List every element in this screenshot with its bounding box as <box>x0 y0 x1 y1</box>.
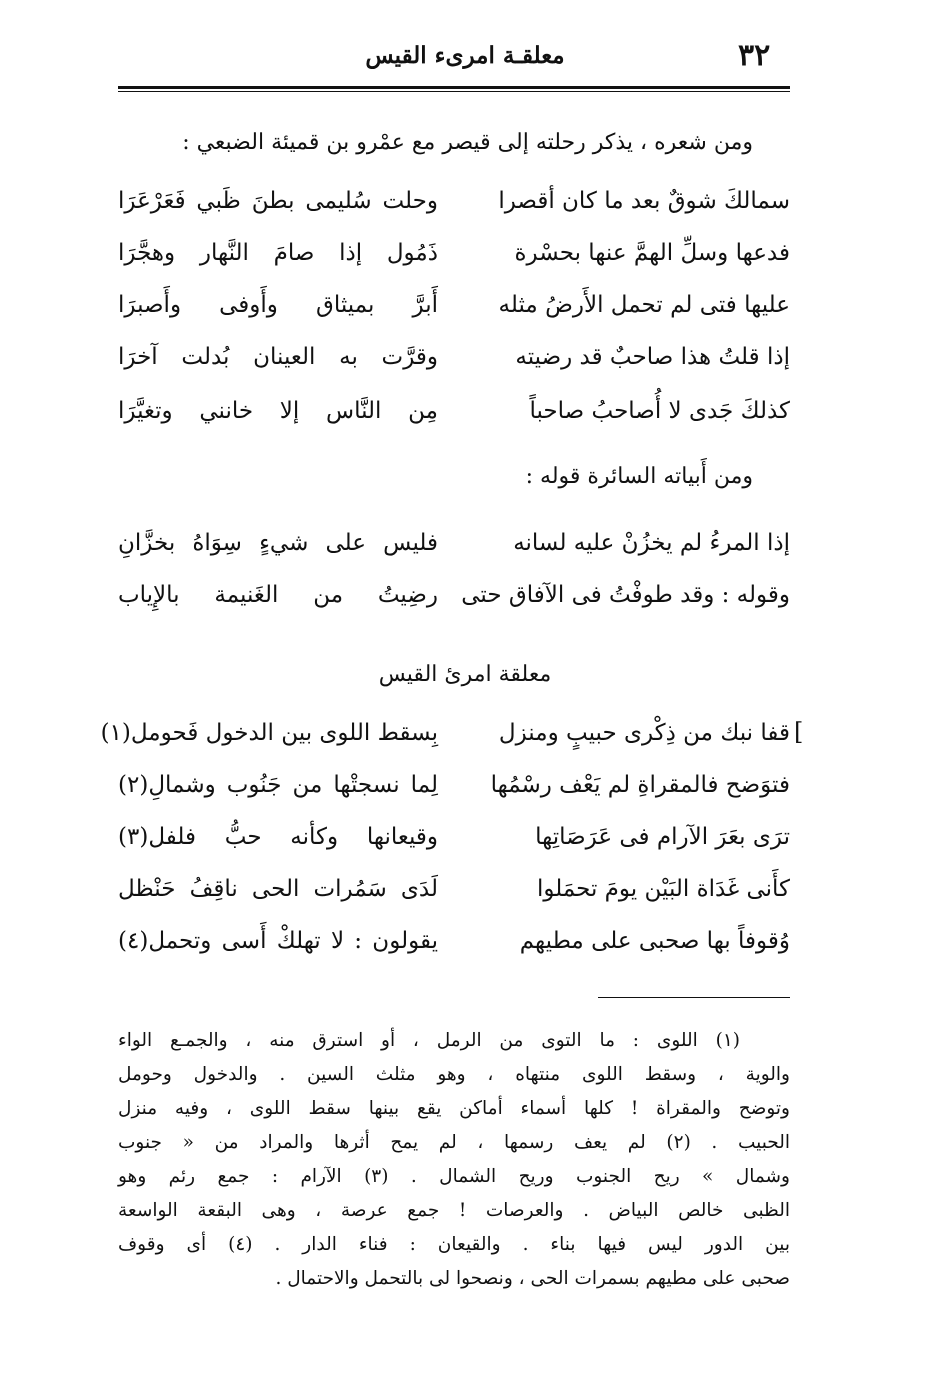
header-rule <box>118 86 790 89</box>
footnotes <box>118 1024 790 1296</box>
verse-left-hemistich: أَبرَّ بميثاق وأَوفى وأَصبرَا <box>118 292 438 318</box>
poem-one-line <box>118 188 790 228</box>
muallaqa-line <box>118 824 790 864</box>
verse-left-hemistich: بِسقط اللوى بين الدخول فَحومل(١) <box>100 720 438 746</box>
footnote-line: والوية ، وسقط اللوى منتهاه ، وهو مثلث السين . والدخول وحومل <box>118 1064 790 1085</box>
verse-left-hemistich: وقيعانها وكأنه حبُّ فلفل(٣) <box>118 824 438 850</box>
muallaqa-title: معلقة امرئ القيس <box>378 662 552 687</box>
intro-one-text: ومن شعره ، يذكر رحلته إلى قيصر مع عمْرو بن قميئة الضبعي : <box>182 130 753 155</box>
verse-right-hemistich: وُقوفاً بها صحبى على مطيهم <box>519 928 790 954</box>
page-number: ٣٢ <box>738 38 771 73</box>
muallaqa-line <box>118 876 790 916</box>
verse-right-hemistich: سمالكَ شوقٌ بعد ما كان أقصرا <box>498 188 790 214</box>
poem-two-line <box>118 582 790 622</box>
verse-left-hemistich: مِن النَّاس إلا خانني وتغيَّرَا <box>118 398 438 424</box>
footnote-line: (١) اللوى : ما التوى من الرمل ، أو استرق منه ، والجمـع الواء <box>118 1030 740 1051</box>
verse-right-hemistich: عليها فتى لم تحمل الأَرضُ مثله <box>498 292 790 318</box>
verse-left-hemistich: لِما نسجتْها من جَنُوب وشمالِ(٢) <box>118 772 438 798</box>
poem-one-line <box>118 344 790 384</box>
footnote-line: الحبيب . (٢) لم يعف رسمها ، لم يمح أثرها والمراد من « جنوب <box>118 1132 790 1153</box>
verse-right-hemistich: ترَى بعَرَ الآرام فى عَرَصَاتِها <box>535 824 790 850</box>
footnote-line: الظبى خالص البياض . والعرصات ! جمع عرصة ، وهى البقعة الواسعة <box>118 1200 790 1221</box>
opening-bracket: [ <box>794 718 804 746</box>
footnote-line: بين الدور ليس فيها بناء . والقيعان : فناء الدار . (٤) أى وقوف <box>118 1234 790 1255</box>
verse-right-hemistich: إذا قلتُ هذا صاحبٌ قد رضيته <box>515 344 790 370</box>
poem-one-line <box>118 292 790 332</box>
poem-one-line <box>118 240 790 280</box>
poem-one-line <box>118 398 790 438</box>
verse-left-hemistich: فليس على شيءٍ سِوَاهُ بخزَّانِ <box>118 530 438 556</box>
verse-right-hemistich: وقوله : وقد طوفْتُ فى الآفاق حتى <box>461 582 790 608</box>
verse-right-hemistich: فتوَضح فالمقراةِ لم يَعْف رسْمُها <box>490 772 790 798</box>
verse-left-hemistich: وحلت سُليمى بطنَ ظَبي فَعَرْعَرَا <box>118 188 438 214</box>
footnote-separator <box>598 997 790 998</box>
header-rule-thin <box>118 91 790 92</box>
verse-right-hemistich: إذا المرءُ لم يخزُنْ عليه لسانه <box>513 530 790 556</box>
muallaqa-line <box>118 928 790 968</box>
verse-right-hemistich: فدعها وسلِّ الهمَّ عنها بحسْرة <box>514 240 790 266</box>
poem-two-line <box>118 530 790 570</box>
verse-left-hemistich: لَدَى سَمُرات الحى ناقِفُ حَنْظل <box>118 876 438 902</box>
intro-two-text: ومن أَبياته السائرة قوله : <box>525 464 753 489</box>
running-title: معلقـة امرىء القيس <box>365 42 565 69</box>
verse-left-hemistich: يقولون : لا تهلكْ أَسى وتحمل(٤) <box>118 928 438 954</box>
verse-right-hemistich: قفا نبك من ذِكْرى حبيبٍ ومنزل <box>498 720 790 746</box>
verse-left-hemistich: وقرَّت به العينان بُدلت آخرَا <box>118 344 438 370</box>
verse-right-hemistich: كذلكَ جَدى لا أُصاحبُ صاحباً <box>529 398 790 424</box>
footnote-line: صحبى على مطيهم بسمرات الحى ، ونصحوا لى بالتحمل والاحتمال . <box>275 1268 790 1289</box>
muallaqa-line <box>100 720 790 760</box>
verse-left-hemistich: رضِيتُ من الغَنيمة بالإِياب <box>118 582 438 608</box>
verse-right-hemistich: كأَنى غَدَاة البَيْن يومَ تحمَلوا <box>536 876 790 902</box>
muallaqa-line <box>118 772 790 812</box>
footnote-line: وشمال » ريح الجنوب وريح الشمال . (٣) الآرام : جمع رئم وهو <box>118 1166 790 1187</box>
footnote-line: وتوضح والمقراة ! كلها أسماء أماكن يقع بينها سقط اللوى ، وفيه منزل <box>118 1098 790 1119</box>
verse-left-hemistich: ذَمُول إذا صامَ النَّهار وهجَّرَا <box>118 240 438 266</box>
